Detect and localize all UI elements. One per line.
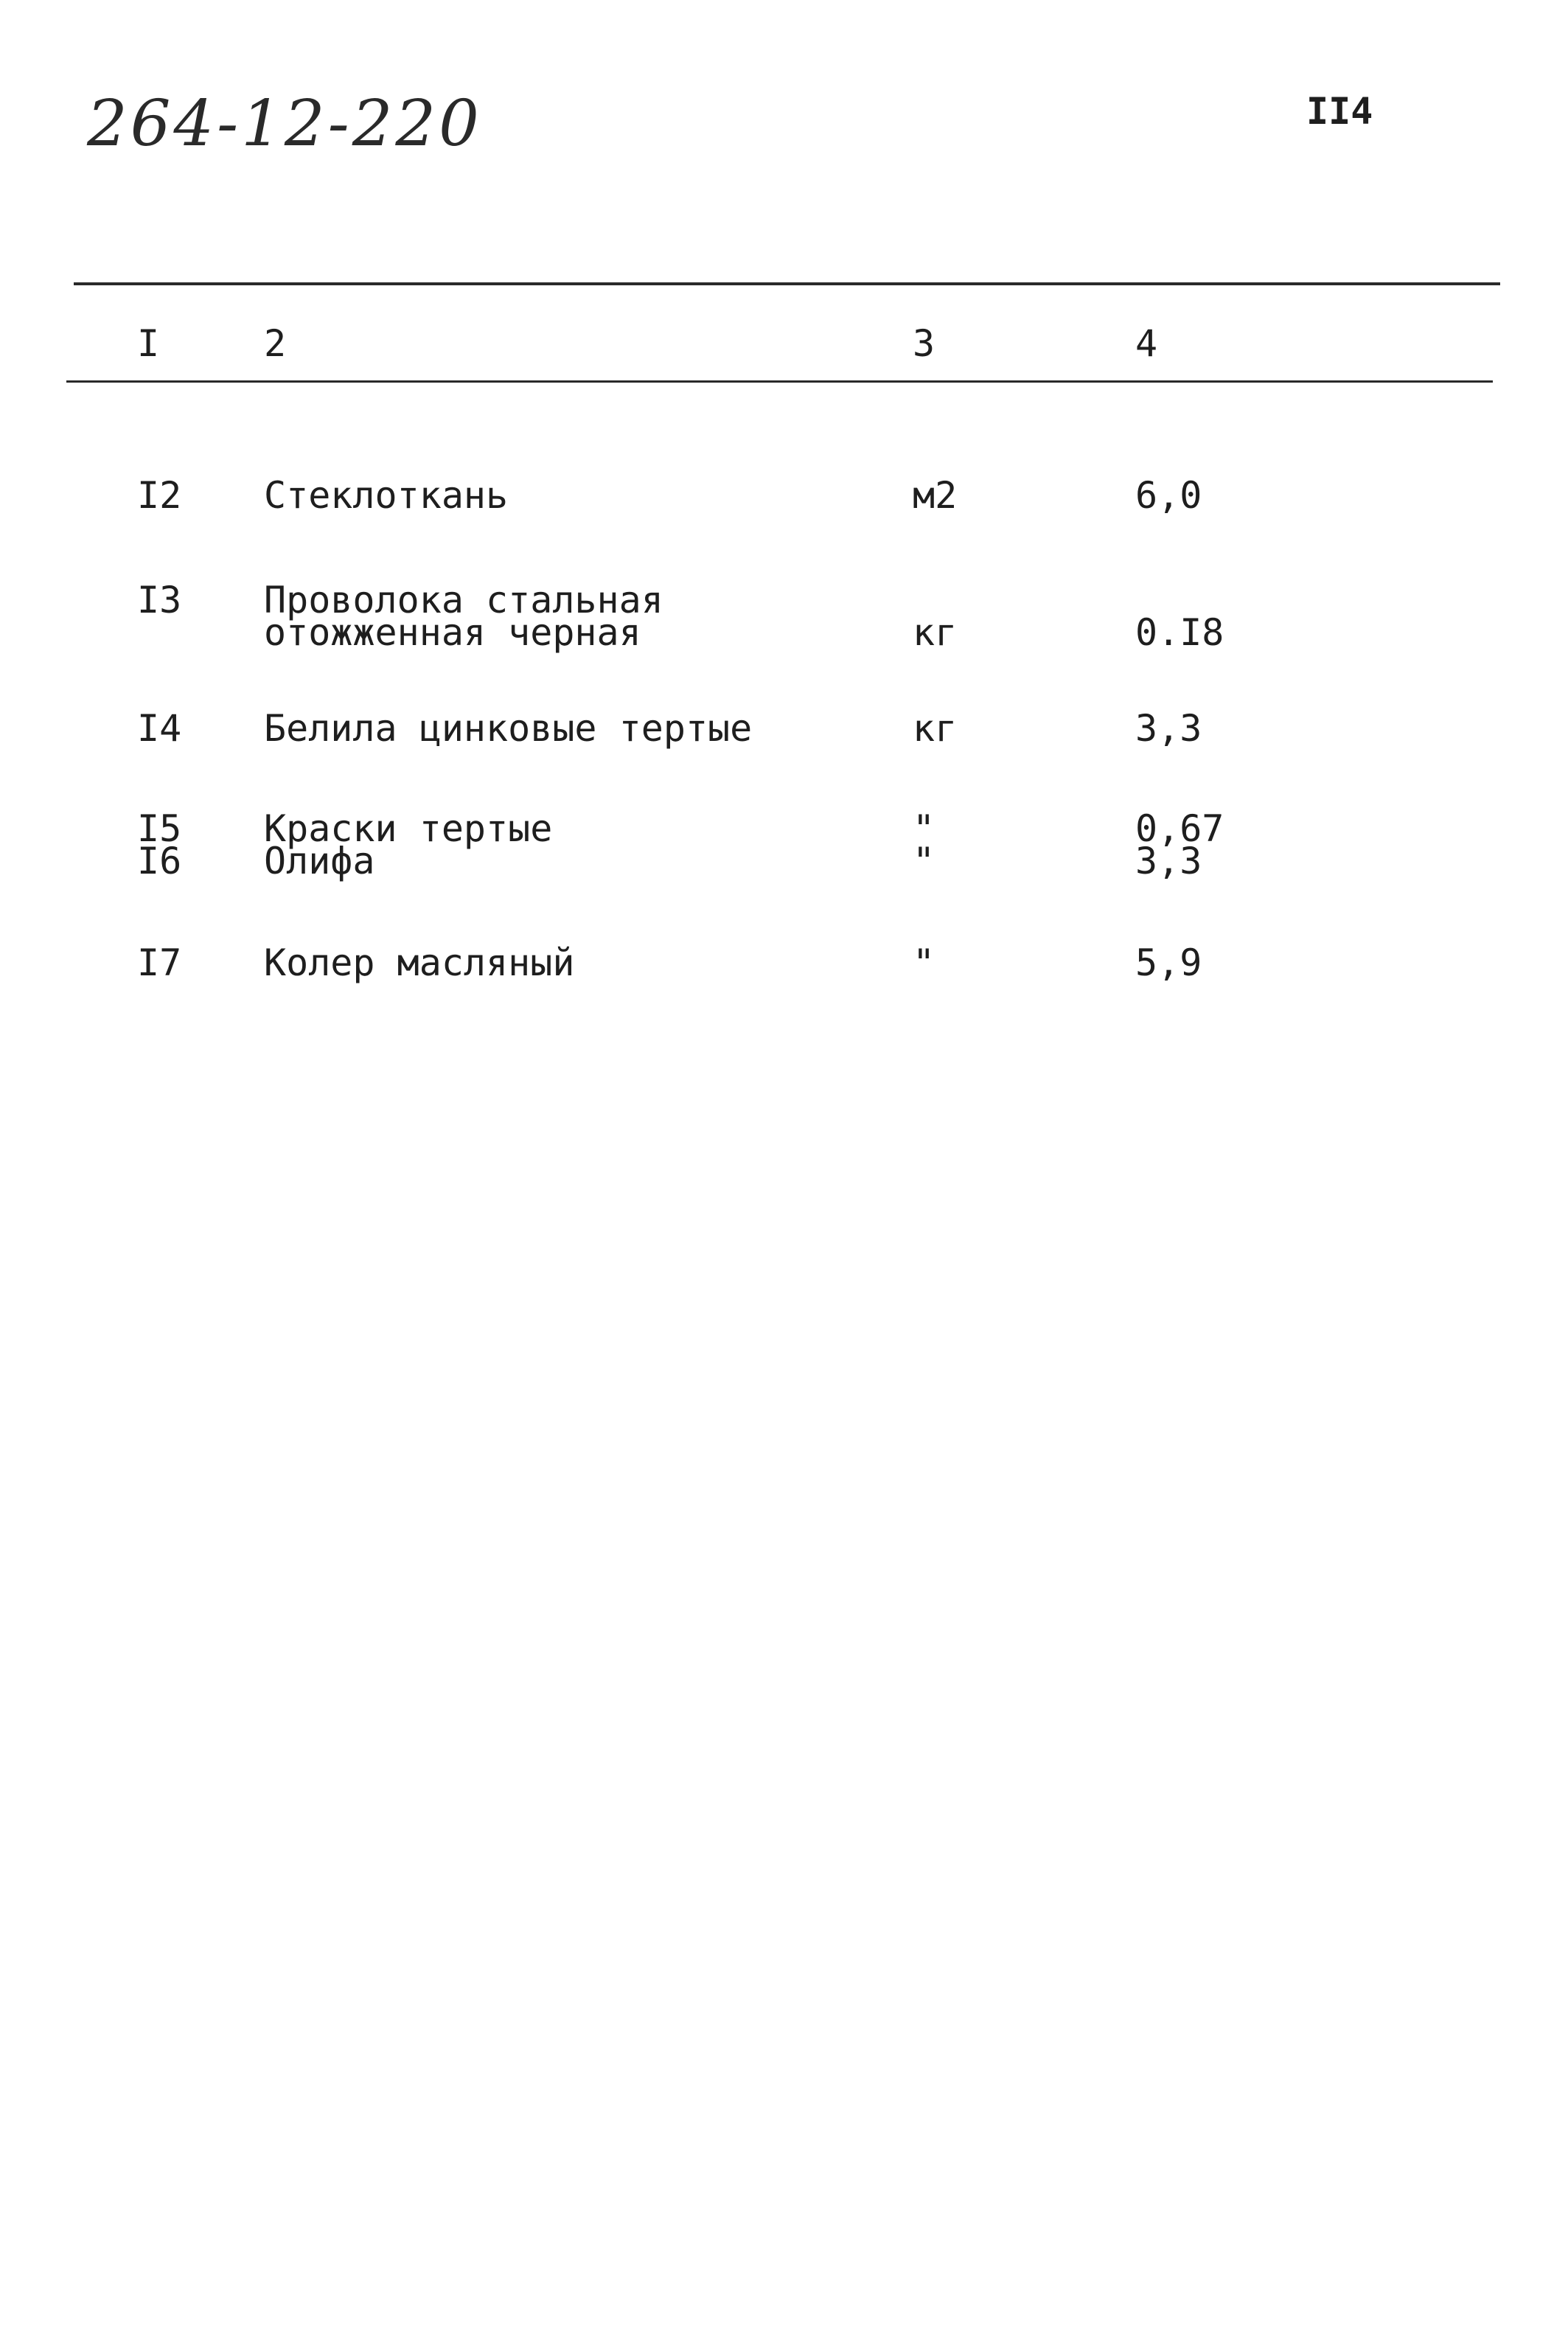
row-quantity: 0.I8 [1135,611,1224,654]
row-quantity: 3,3 [1135,707,1202,750]
row-unit: " [913,840,935,882]
header-col-2: 2 [264,322,287,365]
row-quantity: 3,3 [1135,840,1202,882]
row-number: I6 [137,840,182,882]
row-number: I3 [137,579,182,621]
page-number: II4 [1306,90,1373,133]
row-unit: кг [913,611,958,654]
document-code: 264-12-220 [87,87,482,161]
row-name: Краски тертые [264,807,553,850]
row-quantity: 0,67 [1135,807,1224,850]
row-name: Колер масляный [264,941,575,984]
row-name-line-2: отожженная черная [264,611,641,654]
row-name: Стеклоткань [264,474,509,517]
header-col-1: I [137,322,160,365]
row-number: I2 [137,474,182,517]
row-unit: " [913,941,935,984]
row-name: Белила цинковые тертые [264,707,753,750]
header-col-4: 4 [1135,322,1158,365]
row-unit: кг [913,707,958,750]
row-number: I5 [137,807,182,850]
row-unit: м2 [913,474,958,517]
row-quantity: 5,9 [1135,941,1202,984]
row-unit: " [913,807,935,850]
header-col-3: 3 [913,322,935,365]
table-header-rule [66,380,1493,383]
row-name: Олифа [264,840,375,882]
row-number: I4 [137,707,182,750]
row-number: I7 [137,941,182,984]
table-top-rule [74,282,1500,285]
row-quantity: 6,0 [1135,474,1202,517]
row-name-line-1: Проволока стальная [264,579,663,621]
